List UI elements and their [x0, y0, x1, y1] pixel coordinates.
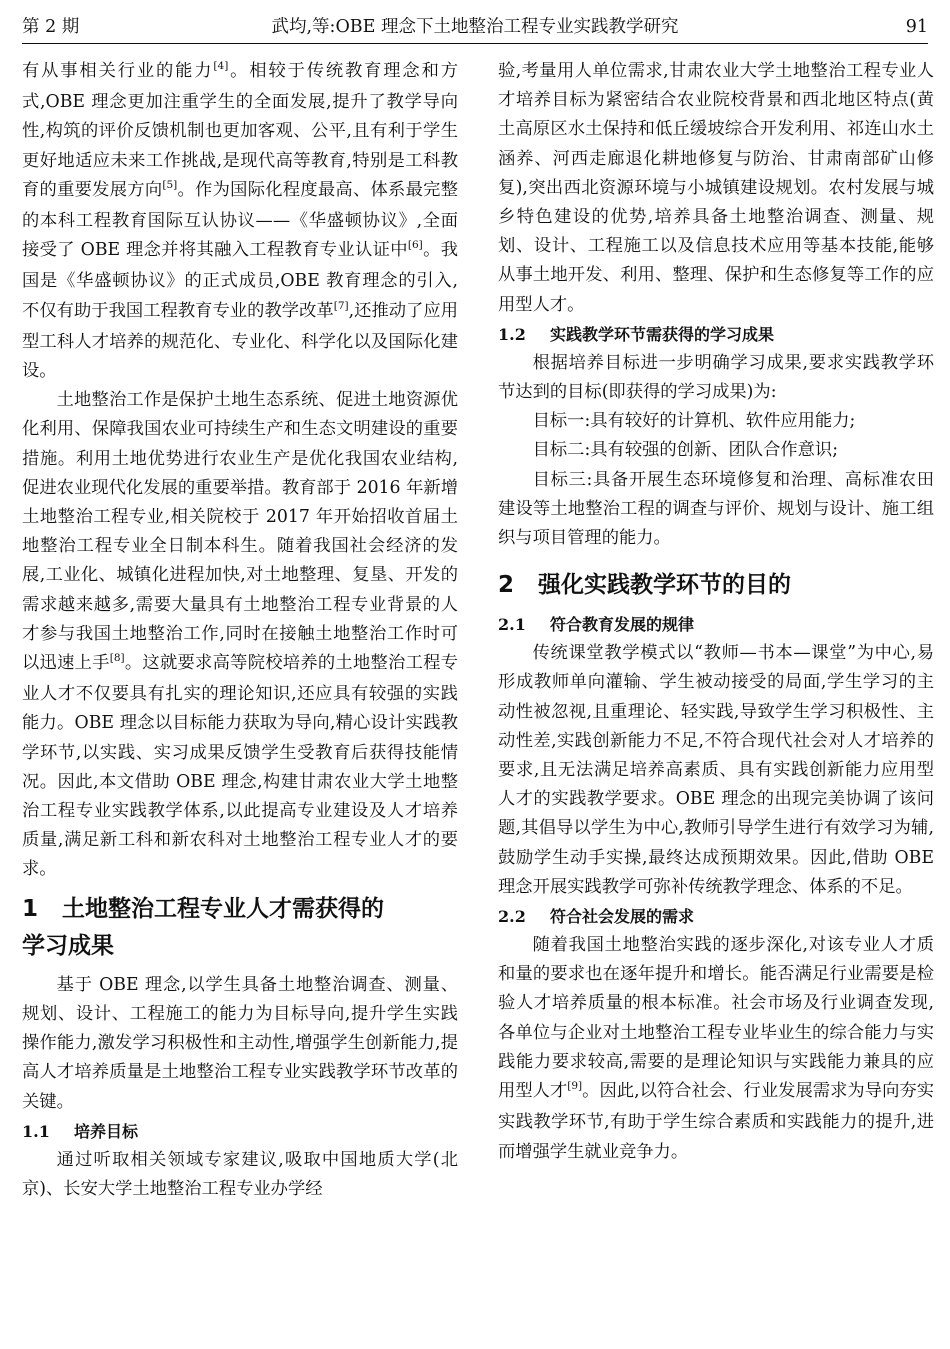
- paragraph: 传统课堂教学模式以“教师—书本—课堂”为中心,易形成教师单向灌输、学生被动接受的局面,学生学习的主动性被忽视,且重理论、轻实践,导致学生学习积极性、主动性差,实践创新能力不足,不符合现代社会对人才培养的要求,且无法满足培养高素质、具有实践创新能力应用型人才的实践教学要求。OBE 理念的出现完美协调了该问题,其倡导以学生为中心,教师引导学生进行有效学习为辅,鼓励学生动手实操,最终达成预期效果。因此,借助 OBE 理念开展实践教学可弥补传统教学理念、体系的不足。: [498, 643, 934, 897]
- page-number: 91: [905, 17, 928, 37]
- section-number: 1: [22, 895, 39, 922]
- text-run: 随着我国土地整治实践的逐步深化,对该专业人才质和量的要求也在逐年提升和增长。能否满足行业需要是检验人才培养质量的根本标准。社会市场及行业调查发现,各单位与企业对土地整治工程专业毕业生的综合能力与实践能力要求较高,需要的是理论知识与实践能力兼具的应用型人才: [498, 935, 934, 1102]
- subsection-title: 培养目标: [74, 1121, 139, 1141]
- citation-ref: [7]: [333, 299, 349, 312]
- text-run: ,还推动了应用型工科人才培养的规范化、专业化、科学化以及国际化建设。: [22, 300, 458, 382]
- right-column: [498, 57, 934, 1167]
- subsection-heading-2-2: [498, 902, 934, 931]
- subsection-number: 1.1: [22, 1121, 50, 1141]
- header-rule: [22, 43, 928, 44]
- subsection-title: 实践教学环节需获得的学习成果: [550, 324, 775, 344]
- text-run: 。作为国际化程度最高、体系最完整的本科工程教育国际互认协议——《华盛顿协议》,全面接受了 OBE 理念并将其融入工程教育专业认证中: [22, 179, 458, 261]
- subsection-heading-1-1: [22, 1117, 458, 1146]
- subsection-number: 1.2: [498, 324, 526, 344]
- text-run: 土地整治工作是保护土地生态系统、促进土地资源优化利用、保障我国农业可持续生产和生态文明建设的重要措施。利用土地优势进行农业生产是优化我国农业结构,促进农业现代化发展的重要举措。教育部于 2016 年新增土地整治工程专业,相关院校于 2017 年开始招收首届土地整治工程专业全日制本科生。随着我国社会经济的发展,工业化、城镇化进程加快,对土地整理、复垦、开发的需求越来越多,需要大量具有土地整治工程专业背景的人才参与我国土地整治工作,同时在接触土地整治工作时可以迅速上手: [22, 390, 458, 674]
- running-header: [22, 12, 928, 42]
- subsection-title: 符合教育发展的规律: [550, 615, 695, 635]
- section-heading-2: [498, 567, 934, 604]
- text-run: 。相较于传统教育理念和方式,OBE 理念更加注重学生的全面发展,提升了教学导向性,构筑的评价反馈机制也更加客观、公平,且有利于学生更好地适应未来工作挑战,是现代高等教育,特别是工科教育的重要发展方向: [22, 61, 458, 200]
- paragraph: 通过听取相关领域专家建议,吸取中国地质大学(北京)、长安大学土地整治工程专业办学经: [22, 1149, 458, 1199]
- goal-item: 目标三:具备开展生态环境修复和治理、高标准农田建设等土地整治工程的调查与评价、规划与设计、施工组织与项目管理的能力。: [498, 469, 934, 549]
- goal-item: 目标二:具有较强的创新、团队合作意识;: [532, 440, 839, 461]
- subsection-number: 2.2: [498, 907, 526, 927]
- text-run: 有从事相关行业的能力: [22, 61, 214, 81]
- citation-ref: [8]: [109, 652, 125, 665]
- citation-ref: [5]: [162, 178, 178, 191]
- citation-ref: [4]: [213, 60, 229, 72]
- text-run: 。因此,以符合社会、行业发展需求为导向夯实实践教学环节,有助于学生综合素质和实践能力的提升,进而增强学生就业竞争力。: [498, 1081, 934, 1162]
- citation-ref: [9]: [567, 1080, 583, 1093]
- subsection-number: 2.1: [498, 615, 526, 635]
- paragraph: 基于 OBE 理念,以学生具备土地整治调查、测量、规划、设计、工程施工的能力为目标导向,提升学生实践操作能力,激发学习积极性和主动性,增强学生创新能力,提高人才培养质量是土地整治工程专业实践教学环节改革的关键。: [22, 974, 458, 1112]
- section-number: 2: [498, 572, 515, 599]
- citation-ref: [6]: [407, 239, 423, 252]
- section-title: 强化实践教学环节的目的: [538, 572, 791, 599]
- paragraph: [22, 57, 458, 386]
- paragraph: [22, 386, 458, 884]
- paragraph: 验,考量用人单位需求,甘肃农业大学土地整治工程专业人才培养目标为紧密结合农业院校背景和西北地区特点(黄土高原区水土保持和低丘缓坡综合开发利用、祁连山水土涵养、河西走廊退化耕地修复与防治、甘肃南部矿山修复),突出西北资源环境与小城镇建设规划。农村发展与城乡特色建设的优势,培养具备土地整治调查、测量、规划、设计、工程施工以及信息技术应用等基本技能,能够从事土地开发、利用、整理、保护和生态修复等工作的应用型人才。: [498, 61, 934, 315]
- subsection-heading-2-1: [498, 610, 934, 639]
- issue-number: 第 2 期: [22, 17, 80, 37]
- paragraph: 根据培养目标进一步明确学习成果,要求实践教学环节达到的目标(即获得的学习成果)为:: [498, 352, 934, 403]
- text-run: 。我国是《华盛顿协议》的正式成员,OBE 教育理念的引入,不仅有助于我国工程教育专业的教学改革: [22, 240, 458, 321]
- subsection-title: 符合社会发展的需求: [550, 907, 695, 927]
- running-title: 武均,等:OBE 理念下土地整治工程专业实践教学研究: [271, 17, 679, 37]
- section-heading-1: [22, 891, 458, 965]
- subsection-heading-1-2: [498, 320, 934, 349]
- text-run: 。这就要求高等院校培养的土地整治工程专业人才不仅要具有扎实的理论知识,还应具有较强的实践能力。OBE 理念以目标能力获取为导向,精心设计实践教学环节,以实践、实习成果反馈学生受教育后获得技能情况。因此,本文借助 OBE 理念,构建甘肃农业大学土地整治工程专业实践教学体系,以此提高专业建设及人才培养质量,满足新工科和新农科对土地整治工程专业人才的要求。: [22, 653, 458, 880]
- section-title-line1: 土地整治工程专业人才需获得的: [62, 895, 384, 922]
- left-column: [22, 57, 458, 1204]
- paragraph: [498, 931, 934, 1167]
- goal-item: 目标一:具有较好的计算机、软件应用能力;: [532, 411, 856, 432]
- section-title-line2: 学习成果: [22, 932, 114, 959]
